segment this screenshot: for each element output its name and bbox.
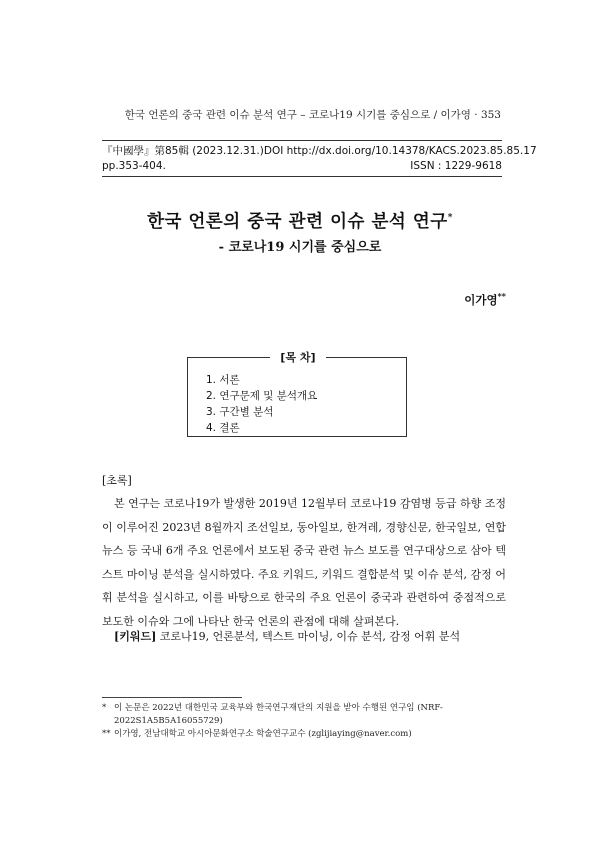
footnote-divider bbox=[102, 697, 242, 698]
footnote-item bbox=[102, 702, 506, 728]
footnote-text: 이 논문은 2022년 대한민국 교육부와 한국연구재단의 지원을 받아 수행된 연구임 (NRF-2022S1A5B5A16055729) bbox=[114, 703, 443, 726]
abstract-body: 본 연구는 코로나19가 발생한 2019년 12월부터 코로나19 감염병 등급 하향 조정이 이루어진 2023년 8월까지 조선일보, 동아일보, 한겨레, 경향신문, 한국일보, 연합뉴스 등 국내 6개 주요 언론에서 보도된 중국 관련 뉴스 보도를 연구대상으로 삼아 텍스트 마이닝 분석을 실시하였다. 주요 키워드, 키워드 결합분석 및 이슈 분석, 감정 어휘 분석을 실시하고, 이를 바탕으로 한국의 주요 언론이 중국과 관련하여 중점적으로 보도한 이슈와 그에 나타난 한국 언론의 관점에 대해 살펴본다. bbox=[102, 497, 506, 628]
doi-link[interactable]: DOI http://dx.doi.org/10.14378/KACS.2023.85.85.17 bbox=[263, 145, 537, 157]
journal-info: 『中國學』第85輯 (2023.12.31.) bbox=[102, 145, 264, 157]
author-name: 이가영 bbox=[464, 292, 498, 307]
footnotes bbox=[102, 702, 506, 741]
citation-box bbox=[102, 140, 537, 177]
footnote-mark: * bbox=[102, 703, 107, 713]
paper-title-text: 한국 언론의 중국 관련 이슈 분석 연구 bbox=[147, 212, 448, 232]
issn: ISSN : 1229-9618 bbox=[410, 160, 502, 172]
keywords bbox=[114, 628, 508, 644]
page-range: pp.353-404. bbox=[102, 160, 166, 172]
paper-subtitle: - 코로나19 시기를 중심으로 bbox=[218, 240, 382, 255]
footnote-mark: ** bbox=[102, 729, 111, 739]
toc-item[interactable]: 4. 결론 bbox=[206, 422, 240, 434]
footnote-item bbox=[102, 728, 506, 741]
toc-item[interactable]: 2. 연구문제 및 분석개요 bbox=[206, 390, 318, 402]
author bbox=[300, 291, 506, 308]
title-footnote-mark[interactable]: * bbox=[447, 213, 453, 224]
table-of-contents bbox=[187, 357, 407, 437]
keywords-text: 코로나19, 언론분석, 텍스트 마이닝, 이슈 분석, 감정 어휘 분석 bbox=[159, 630, 461, 643]
author-footnote-mark[interactable]: ** bbox=[497, 291, 506, 301]
toc-item[interactable]: 1. 서론 bbox=[206, 374, 240, 386]
keywords-label: [키워드] bbox=[114, 630, 157, 643]
running-header: 한국 언론의 중국 관련 이슈 분석 연구 – 코로나19 시기를 중심으로 / 이가영 · 353 bbox=[124, 109, 501, 121]
toc-title: [목 차] bbox=[270, 349, 326, 365]
footnote-text: 이가영, 전남대학교 아시아문화연구소 학술연구교수 (zglijiaying@naver.com) bbox=[114, 729, 412, 739]
toc-item[interactable]: 3. 구간별 분석 bbox=[206, 406, 274, 418]
abstract-heading: [초록] bbox=[102, 474, 132, 487]
paper-title bbox=[0, 208, 600, 233]
toc-list bbox=[206, 372, 396, 436]
